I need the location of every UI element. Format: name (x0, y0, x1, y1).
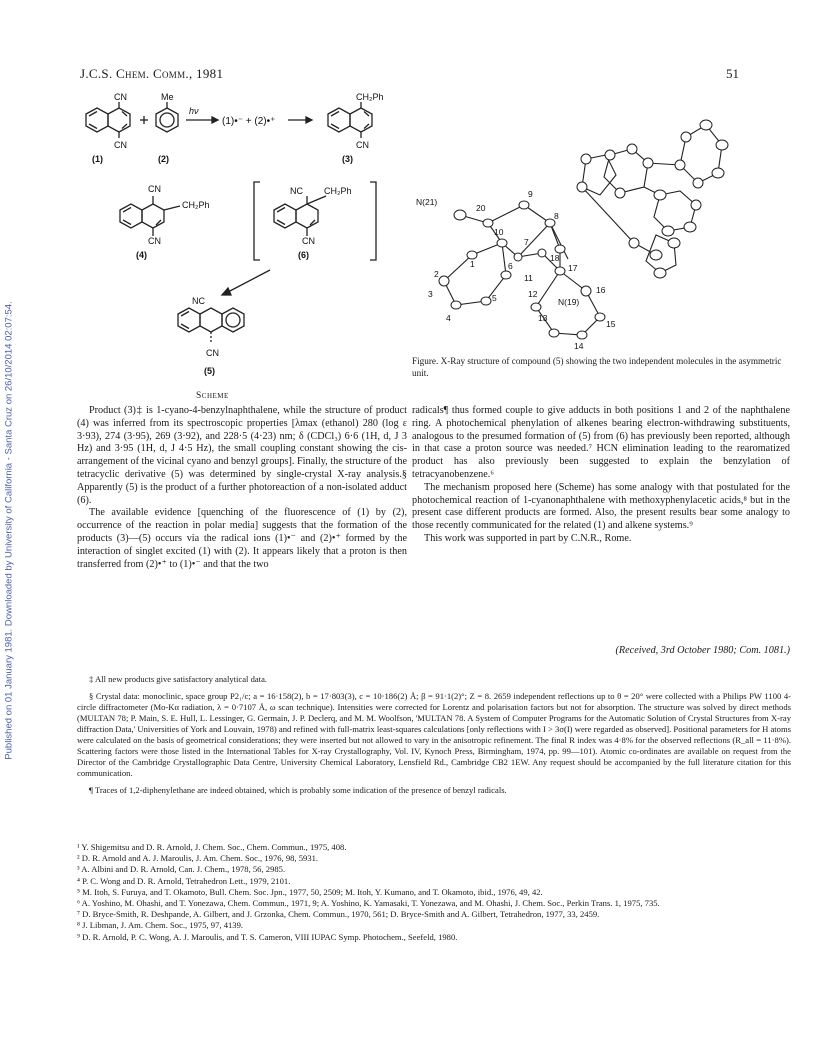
left-column (77, 405, 407, 571)
atom-14: 14 (574, 341, 584, 351)
label-compound-6: (6) (298, 250, 309, 260)
atom-17: 17 (568, 263, 578, 273)
page-number: 51 (726, 66, 739, 81)
footnote-crystal-data: § Crystal data: monoclinic, space group P2₁/c; a = 16·158(2), b = 17·803(3), c = 10·186(2) Å; β = 91·1(2)°; Z = 8. 2659 independent reflections up to θ = 20° were collected with a Philips PW 1100 4-circle diffractometer (Mo-Kα radiation, λ = 0·7107 Å, ω scan technique). Intensities were corrected for Lorentz and polarisation factors but not for absorption. The structure was solved by direct methods (MULTAN 78; P. Main, S. E. Hull, L. Lessinger, G. Germain, J. P. Declerq, and M. M. Woolfson, 'MULTAN 78. A System of Computer Programs for the Automatic Solution of Crystal Structures from X-ray diffraction Data,' Universities of York and Louvain, 1978) and refined with full-matrix least-squares calculations [only reflections with I > 3σ(I) were regarded as observed]. Positional parameters for H atoms were calculated on the basis of geometrical considerations; they were inserted but not allowed to vary in the anisotropic refinement. The final R index was 4·8% for the observed reflections (R_all = 11·8%). Scattering factors were those listed in the International Tables for X-ray Crystallography, Vol. IV, Kynoch Press, Birmingham, 1974, pp. 99—101). Atomic co-ordinates are available on request from the Director of the Cambridge Crystallographic Data Centre, University Chemical Laboratory, Lensfield Rd., Cambridge CB2 1EW. Any request should be accompanied by the full literature citation for this communication. (77, 691, 791, 778)
right-paragraph-1: radicals¶ thus formed couple to give adducts in both positions 1 and 2 of the naphthalene ring. A photochemical phenylation of alkenes bearing electron-withdrawing substituents, analogous to the presumed formation of (5) from (6) has previously been reported, although in that case a proton source was needed.⁷ HCN elimination leading to the rearomatized product has also previously been suggested to explain the benzylation of tetracyanobenzene.⁶ (412, 405, 790, 480)
scheme-caption: Scheme (196, 391, 229, 401)
reference-2: ² D. R. Arnold and A. J. Maroulis, J. Am. Chem. Soc., 1976, 98, 5931. (77, 853, 319, 864)
atom-7: 7 (524, 237, 529, 247)
right-paragraph-3: This work was supported in part by C.N.R., Rome. (424, 532, 632, 544)
download-watermark-text: Published on 01 January 1981. Downloaded by University of California - Santa Cruz on 26/10/2014 02:07:54. (3, 300, 15, 760)
compound-6-structure (274, 196, 326, 236)
atom-9: 9 (528, 189, 533, 199)
atom-8: 8 (554, 211, 559, 221)
label-compound-1: (1) (92, 154, 103, 164)
ch2ph-label-4: CH₂Ph (182, 200, 210, 210)
right-column (412, 405, 790, 546)
reference-7: ⁷ D. Bryce-Smith, R. Deshpande, A. Gilbert, and J. Grzonka, Chem. Commun., 1970, 561; D. Bryce-Smith and A. Gilbert, Tetrahedron, 1977, 33, 2459. (77, 909, 600, 920)
hv-label: hν (189, 106, 199, 116)
atom-6: 6 (508, 261, 513, 271)
cn-label-6: CN (302, 236, 315, 246)
nc-label-6: NC (290, 186, 303, 196)
figure-caption: Figure. X-Ray structure of compound (5) showing the two independent molecules in the asymmetric unit. (412, 356, 782, 378)
atom-12: 12 (528, 289, 538, 299)
reaction-scheme (70, 92, 400, 392)
label-compound-2: (2) (158, 154, 169, 164)
reference-1: ¹ Y. Shigemitsu and D. R. Arnold, J. Chem. Soc., Chem. Commun., 1975, 408. (77, 842, 347, 852)
label-compound-3: (3) (342, 154, 353, 164)
atom-N21: N(21) (416, 197, 438, 207)
atom-3: 3 (428, 289, 433, 299)
right-paragraph-2: The mechanism proposed here (Scheme) has some analogy with that postulated for the photochemical reaction of 1-cyanonaphthalene with methoxyphenylacetic acids,⁸ but in the present case different products are formed. Also, the present results bear some analogy to those recently communicated for the related (1) and alkene systems.⁹ (412, 481, 790, 532)
cn-label-1b: CN (114, 140, 127, 150)
atom-4: 4 (446, 313, 451, 323)
cn-label-1: CN (114, 92, 127, 102)
nc-label-5: NC (192, 296, 205, 306)
atom-13: 13 (538, 313, 548, 323)
reference-5: ⁵ M. Itoh, S. Furuya, and T. Okamoto, Bull. Chem. Soc. Jpn., 1977, 50, 2509; M. Itoh, Y. Kumano, and T. Okamoto, ibid., 1976, 49, 42. (77, 886, 543, 897)
compound-5-structure (178, 308, 244, 344)
me-label: Me (161, 92, 174, 102)
xray-structure-figure (410, 95, 740, 395)
cn-label-4a: CN (148, 184, 161, 194)
left-paragraph-2: The available evidence [quenching of the fluorescence of (1) by (2), occurrence of the reaction in polar media] suggests that the formation of the products (3)—(5) occurs via the radical ions (1)•⁻ and (2)•⁺ formed by the interaction of singlet excited (1) with (2). It appears likely that a proton is then transferred from (2)•⁺ to (1)•⁻ and that the two (77, 507, 407, 570)
atom-N19: N(19) (558, 297, 580, 307)
compound-4-structure (120, 196, 180, 236)
cn-label-4b: CN (148, 236, 161, 246)
atom-16: 16 (596, 285, 606, 295)
reference-4: ⁴ P. C. Wong and D. R. Arnold, Tetrahedron Lett., 1979, 2101. (77, 875, 291, 886)
footnotes (77, 674, 791, 796)
atom-18: 18 (550, 253, 560, 263)
received-date: (Received, 3rd October 1980; Com. 1081.) (615, 645, 790, 656)
compound-3-structure (328, 102, 372, 138)
atom-15: 15 (606, 319, 616, 329)
atom-1: 1 (470, 259, 475, 269)
atom-10: 10 (494, 227, 504, 237)
label-compound-4: (4) (136, 250, 147, 260)
reference-6: ⁶ A. Yoshino, M. Ohashi, and T. Yonezawa, Chem. Commun., 1971, 9; A. Yoshino, K. Yamasaki, T. Yonezawa, and M. Ohashi, J. Chem. Soc., Perkin Trans. 1, 1975, 735. (77, 898, 660, 909)
download-watermark (2, 60, 16, 1000)
atom-11: 11 (524, 273, 533, 283)
left-paragraph-1: Product (3)‡ is 1-cyano-4-benzylnaphthalene, while the structure of product (4) was inferred from its spectroscopic properties [λmax (ethanol) 280 (log ε 3·93), 274 (3·95), 269 (3·92), and 228·5 (4·23) nm; δ (CDCl₃) 6·6 (1H, d, J 3 Hz) and 3·95 (1H, d, J 4·5 Hz), the small coupling constant showing the cis-arrangement of the vicinal cyano and benzyl groups]. Finally, the structure of the tetracyclic derivative (5) was determined by single-crystal X-ray analysis.§ Apparently (5) is the product of a further photoreaction of a non-isolated adduct (6). (77, 405, 407, 506)
atom-2: 2 (434, 269, 439, 279)
label-compound-5: (5) (204, 366, 215, 376)
ch2ph-label-6: CH₂Ph (324, 186, 352, 196)
reference-8: ⁸ J. Libman, J. Am. Chem. Soc., 1975, 97, 4139. (77, 920, 244, 931)
footnote-diphenylethane: ¶ Traces of 1,2-diphenylethane are indeed obtained, which is probably some indication of the presence of benzyl radicals. (89, 785, 507, 795)
atom-20: 20 (476, 203, 486, 213)
cn-label-5: CN (206, 348, 219, 358)
reference-3: ³ A. Albini and D. R. Arnold, Can. J. Chem., 1978, 56, 2985. (77, 864, 286, 875)
compound-2-structure (156, 102, 178, 132)
reference-9: ⁹ D. R. Arnold, P. C. Wong, A. J. Maroulis, and T. S. Cameron, VIII IUPAC Symp. Photochem., Seefeld, 1980. (77, 931, 458, 942)
ch2ph-label-3: CH₂Ph (356, 92, 384, 102)
cn-label-3: CN (356, 140, 369, 150)
compound-1-structure (86, 102, 130, 138)
footnote-analytical: ‡ All new products give satisfactory analytical data. (89, 674, 268, 684)
atom-5: 5 (492, 293, 497, 303)
references (77, 842, 791, 943)
journal-header: J.C.S. Chem. Comm., 1981 (80, 66, 224, 81)
radical-ions: (1)•⁻ + (2)•⁺ (222, 116, 276, 127)
